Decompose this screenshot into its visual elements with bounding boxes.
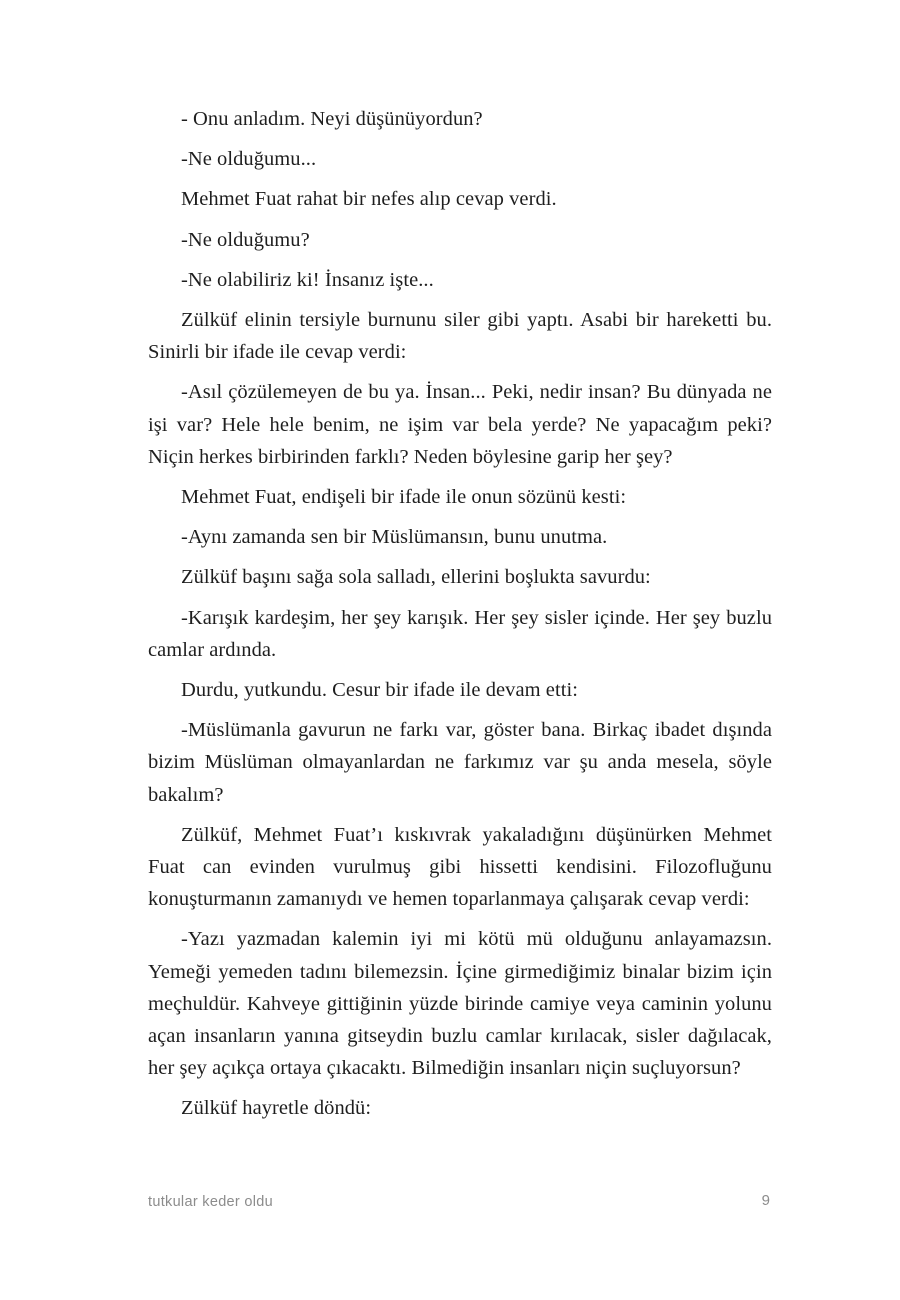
paragraph: Durdu, yutkundu. Cesur bir ifade ile devam etti:: [181, 679, 578, 702]
paragraph: Zülküf, Mehmet Fuat’ı kıskıvrak yakaladığını düşünürken Mehmet Fuat can evinden vurulmuş gibi hissetti kendisini. Filozofluğunu konuşturmanın zamanıydı ve hemen toparlanmaya çalışarak cevap verdi:: [148, 823, 772, 911]
paragraph: -Asıl çözülemeyen de bu ya. İnsan... Peki, nedir insan? Bu dünyada ne işi var? Hele hele benim, ne işim var bela yerde? Ne yapacağım peki? Niçin herkes birbirinden farklı? Neden böylesine garip her şey?: [148, 381, 772, 468]
paragraph: Zülküf hayretle döndü:: [181, 1097, 372, 1120]
running-footer-title: tutkular keder oldu: [148, 1194, 273, 1210]
paragraph: Mehmet Fuat rahat bir nefes alıp cevap verdi.: [181, 188, 557, 211]
paragraph: -Müslümanla gavurun ne farkı var, göster bana. Birkaç ibadet dışında bizim Müslüman olmayanlardan ne farkımız var şu anda mesela, söyle bakalım?: [148, 719, 772, 806]
paragraph: -Aynı zamanda sen bir Müslümansın, bunu unutma.: [181, 526, 608, 549]
paragraph: Zülküf elinin tersiyle burnunu siler gibi yaptı. Asabi bir hareketti bu. Sinirli bir ifade ile cevap verdi:: [148, 309, 772, 364]
paragraph: Zülküf başını sağa sola salladı, ellerini boşlukta savurdu:: [181, 566, 651, 589]
paragraph: -Ne olduğumu...: [181, 148, 317, 171]
paragraph: -Yazı yazmadan kalemin iyi mi kötü mü olduğunu anlayamazsın. Yemeği yemeden tadını bilemezsin. İçine girmediğimiz binalar bizim için meçhuldür. Kahveye gittiğinin yüzde birinde camiye veya caminin yolunu açan insanların yanına gitseydin buzlu camlar kırılacak, sisler dağılacak, her şey açıkça ortaya çıkacaktı. Bilmediğin insanları niçin suçluyorsun?: [148, 928, 772, 1080]
paragraph: -Karışık kardeşim, her şey karışık. Her şey sisler içinde. Her şey buzlu camlar ardında.: [148, 606, 772, 661]
paragraph: -Ne olabiliriz ki! İnsanız işte...: [181, 268, 434, 291]
paragraph: -Ne olduğumu?: [181, 228, 310, 251]
page-number: 9: [761, 1192, 770, 1209]
body-text: [148, 103, 772, 1133]
paragraph: - Onu anladım. Neyi düşünüyordun?: [181, 108, 483, 130]
paragraph: Mehmet Fuat, endişeli bir ifade ile onun sözünü kesti:: [181, 486, 627, 509]
